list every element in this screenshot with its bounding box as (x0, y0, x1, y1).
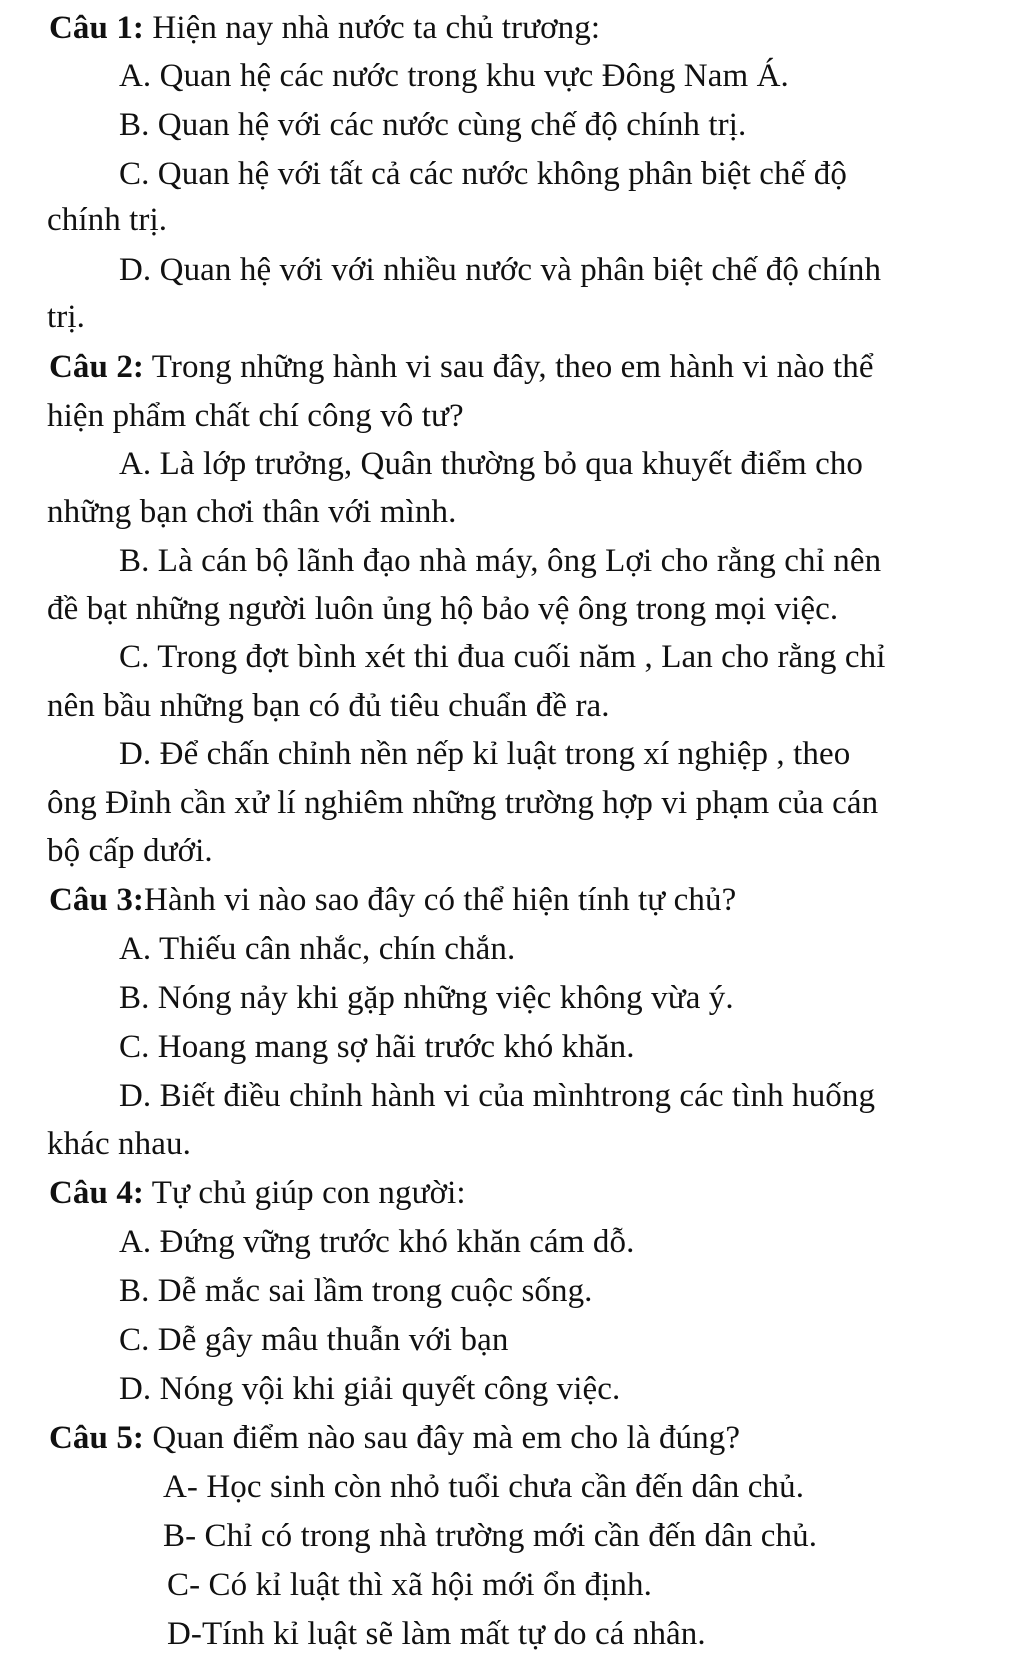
question-3-text: Hành vi nào sao đây có thể hiện tính tự chủ? (144, 882, 737, 918)
question-1-option-d-cont: trị. (47, 299, 85, 335)
question-4-option-c: C. Dễ gây mâu thuẫn với bạn (119, 1322, 509, 1358)
question-4-stem (49, 1173, 466, 1213)
question-5-text: Quan điểm nào sau đây mà em cho là đúng? (144, 1420, 741, 1456)
question-2-option-a: A. Là lớp trưởng, Quân thường bỏ qua khuyết điểm cho (119, 446, 864, 482)
question-2-option-d-cont-2: bộ cấp dưới. (47, 833, 213, 869)
question-1-option-c-cont: chính trị. (47, 202, 168, 238)
question-4-option-a: A. Đứng vững trước khó khăn cám dỗ. (119, 1224, 635, 1260)
question-2-option-b-cont: đề bạt những người luôn ủng hộ bảo vệ ông trong mọi việc. (47, 591, 839, 627)
question-5-stem (49, 1418, 740, 1458)
question-5-option-a: A- Học sinh còn nhỏ tuổi chưa cần đến dân chủ. (163, 1469, 805, 1505)
question-5-option-c: C- Có kỉ luật thì xã hội mới ổn định. (167, 1567, 652, 1603)
question-5-option-d: D-Tính kỉ luật sẽ làm mất tự do cá nhân. (167, 1616, 706, 1652)
question-4-option-b: B. Dễ mắc sai lầm trong cuộc sống. (119, 1273, 593, 1309)
question-2-option-a-cont: những bạn chơi thân với mình. (47, 494, 457, 530)
question-2-option-d-cont-1: ông Đỉnh cần xử lí nghiêm những trường hợp vi phạm của cán (47, 785, 879, 821)
question-3-option-a: A. Thiếu cân nhắc, chín chắn. (119, 931, 516, 967)
question-3-stem (49, 880, 736, 920)
question-3-option-c: C. Hoang mang sợ hãi trước khó khăn. (119, 1029, 635, 1065)
question-2-text: Trong những hành vi sau đây, theo em hành vi nào thể (144, 349, 874, 385)
question-4-option-d: D. Nóng vội khi giải quyết công việc. (119, 1371, 621, 1407)
question-3-option-b: B. Nóng nảy khi gặp những việc không vừa ý. (119, 980, 734, 1016)
question-1-option-b: B. Quan hệ với các nước cùng chế độ chính trị. (119, 107, 747, 143)
question-2-option-b: B. Là cán bộ lãnh đạo nhà máy, ông Lợi cho rằng chỉ nên (119, 543, 882, 579)
question-4-text: Tự chủ giúp con người: (144, 1175, 466, 1211)
question-1-option-c: C. Quan hệ với tất cả các nước không phân biệt chế độ (119, 156, 847, 192)
question-4-label: Câu 4: (49, 1175, 145, 1211)
question-3-option-d-cont: khác nhau. (47, 1126, 191, 1162)
question-1-stem (49, 8, 600, 48)
question-3-option-d: D. Biết điều chỉnh hành vi của mìnhtrong các tình huống (119, 1078, 876, 1114)
question-2-option-c: C. Trong đợt bình xét thi đua cuối năm , Lan cho rằng chỉ (119, 639, 886, 675)
question-5-option-b: B- Chỉ có trong nhà trường mới cần đến dân chủ. (163, 1518, 818, 1554)
question-2-option-c-cont: nên bầu những bạn có đủ tiêu chuẩn đề ra. (47, 688, 610, 724)
question-2-stem (49, 347, 874, 387)
question-1-label: Câu 1: (49, 10, 145, 46)
question-1-text: Hiện nay nhà nước ta chủ trương: (144, 10, 601, 46)
question-1-option-a: A. Quan hệ các nước trong khu vực Đông Nam Á. (119, 58, 789, 94)
question-5-label: Câu 5: (49, 1420, 145, 1456)
question-2-option-d: D. Để chấn chỉnh nền nếp kỉ luật trong xí nghiệp , theo (119, 736, 851, 772)
question-3-label: Câu 3: (49, 882, 145, 918)
question-2-label: Câu 2: (49, 349, 145, 385)
question-1-option-d: D. Quan hệ với với nhiều nước và phân biệt chế độ chính (119, 252, 882, 288)
question-2-text-cont: hiện phẩm chất chí công vô tư? (47, 398, 464, 434)
